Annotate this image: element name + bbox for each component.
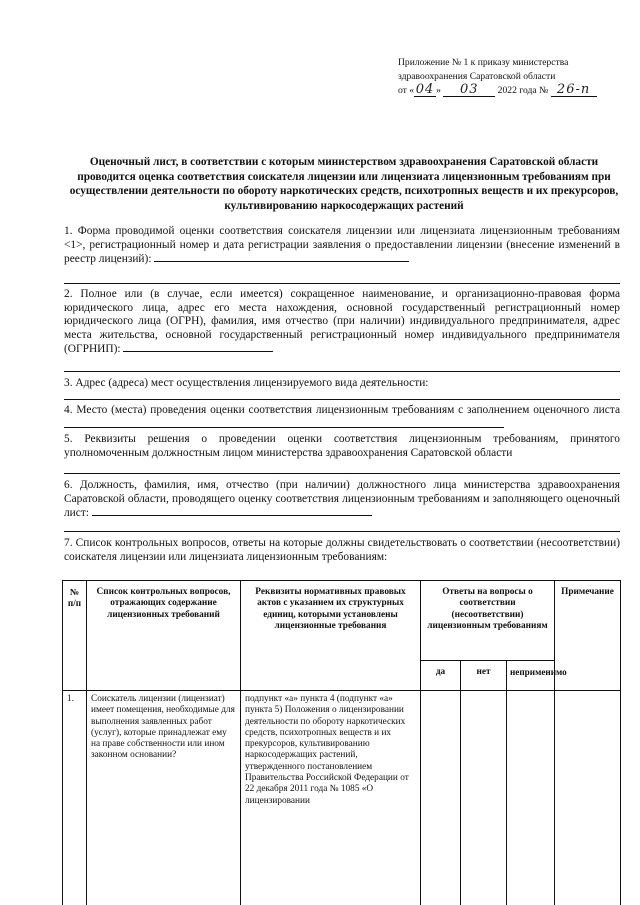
row-answer-no xyxy=(461,691,507,905)
field-4-blank xyxy=(64,418,504,428)
field-1 xyxy=(64,225,620,267)
field-7 xyxy=(64,537,620,564)
field-4 xyxy=(64,404,620,432)
field-4-label: 4. Место (места) проведения оценки соответствия лицензионным требованиям с заполнением оценочного листа xyxy=(64,404,620,416)
field-5-label: 5. Реквизиты решения о проведении оценки соответствия лицензионным требованиям, принятого уполномоченным должностным лицом министерства здравоохранения Саратовской области xyxy=(64,433,620,459)
date-month: 03 xyxy=(443,84,495,97)
row-requisite: подпункт «а» пункта 4 (подпункт «а» пункта 5) Положения о лицензировании деятельности по обороту наркотических средств, психотропных веществ и их прекурсоров, культивированию наркосодержащих растений, утвержденного постановлением Правительства Российской Федерации от 22 декабря 2011 года № 1085 «О лицензировании xyxy=(241,691,421,905)
date-prefix: от « xyxy=(398,85,415,96)
header-note: Примечание xyxy=(555,581,621,691)
appendix-line-2: здравоохранения Саратовской области xyxy=(398,71,556,82)
field-1-blank xyxy=(154,252,409,262)
date-day: 04 xyxy=(415,82,435,97)
field-1-label: 1. Форма проводимой оценки соответствия соискателя лицензии или лицензиата лицензионным требованиям <1>, регистрационный номер и дата регистрации заявления о предоставлении лицензии (внесение изменений в реестр лицензий): xyxy=(64,225,620,266)
header-not-applicable: неприменимо xyxy=(507,661,555,691)
appendix-date-line xyxy=(398,84,620,98)
header-number: № п/п xyxy=(63,581,87,691)
header-answers: Ответы на вопросы о соответствии (несоответствии) лицензионным требованиям xyxy=(421,581,555,661)
field-3-label: 3. Адрес (адреса) мест осуществления лицензируемого вида деятельности: xyxy=(64,377,429,389)
appendix-line-1: Приложение № 1 к приказу министерства xyxy=(398,57,569,68)
row-question: Соискатель лицензии (лицензиат) имеет помещения, необходимые для выполнения заявленных работ (услуг), которые принадлежат ему на праве собственности или ином законном основании? xyxy=(87,691,241,905)
field-5-rule xyxy=(64,473,620,474)
field-2-blank xyxy=(123,342,273,352)
field-2-label: 2. Полное или (в случае, если имеется) сокращенное наименование, и организационно-правовая форма юридического лица, адрес его места нахождения, основной государственный регистрационный номер юридического лица (ОГРН), фамилия, имя отчество (при наличии) индивидуального предпринимателя, адрес места жительства, основной государственный регистрационный номер индивидуального предпринимателя (ОГРНИП): xyxy=(64,288,620,356)
field-2 xyxy=(64,288,620,357)
field-7-label: 7. Список контрольных вопросов, ответы на которые должны свидетельствовать о соответствии (несоответствии) соискателя лицензии или лицензиата лицензионным требованиям: xyxy=(64,537,620,563)
header-yes: да xyxy=(421,661,461,691)
field-6-label: 6. Должность, фамилия, имя, отчество (при наличии) должностного лица министерства здравоохранения Саратовской области, проводящего оценку соответствия лицензионным требованиям и заполняющего оценочный лист: xyxy=(64,479,620,520)
document-title: Оценочный лист, в соответствии с которым министерством здравоохранения Саратовской области проводится оценка соответствия соискателя лицензии или лицензиата лицензионным требованиям при осуществлении деятельности по обороту наркотических средств, психотропных веществ и их прекурсоров, культивированию наркосодержащих растений xyxy=(69,156,619,212)
header-questions: Список контрольных вопросов, отражающих содержание лицензионных требований xyxy=(87,581,241,691)
row-number: 1. xyxy=(63,691,87,905)
field-3 xyxy=(64,377,620,391)
table-row xyxy=(63,691,621,905)
checklist-table xyxy=(62,580,621,905)
field-2-rule xyxy=(64,371,620,372)
order-number: 26-п xyxy=(551,84,597,97)
field-6-blank xyxy=(92,506,372,516)
row-note xyxy=(555,691,621,905)
field-6-rule xyxy=(64,531,620,532)
row-answer-na xyxy=(507,691,555,905)
field-3-rule xyxy=(64,399,620,400)
field-1-rule xyxy=(64,283,620,284)
header-no: нет xyxy=(461,661,507,691)
field-5 xyxy=(64,433,620,460)
field-6 xyxy=(64,479,620,521)
date-year: 2022 года № xyxy=(497,85,549,96)
row-answer-yes xyxy=(421,691,461,905)
appendix-header xyxy=(398,56,620,98)
date-quote: » xyxy=(436,85,441,96)
header-requisites: Реквизиты нормативных правовых актов с указанием их структурных единиц, которыми установлены лицензионные требования xyxy=(241,581,421,691)
